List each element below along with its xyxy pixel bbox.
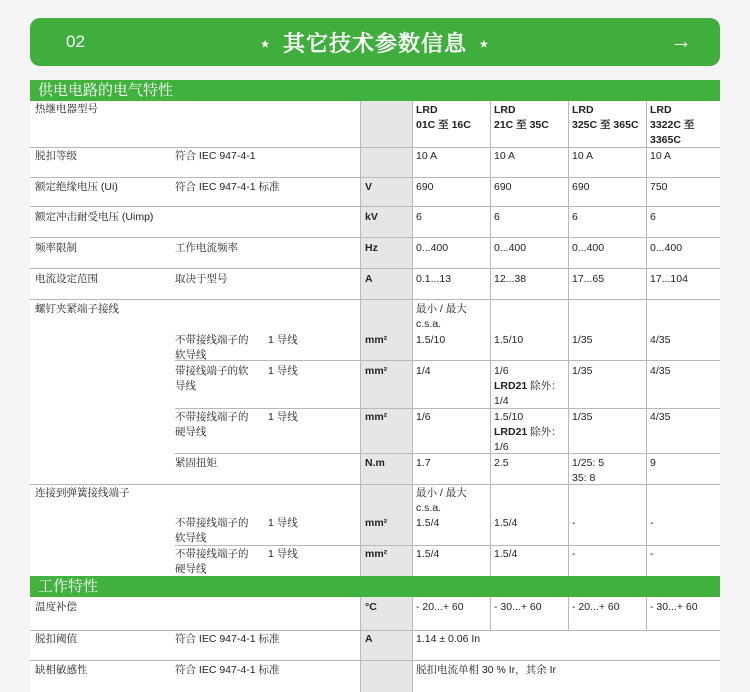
value-cell: 1.5/10: [416, 334, 446, 346]
value-cell: 6: [572, 211, 578, 223]
row-label: 频率限制: [35, 242, 77, 254]
unit-cell: mm²: [365, 365, 388, 377]
value-cell: 0...400: [416, 242, 449, 254]
value-cell: 1/6: [416, 411, 431, 423]
value-cell: 750: [650, 181, 668, 193]
value-cell: - 30...+ 60: [650, 601, 698, 613]
value-cell: 6: [494, 211, 500, 223]
row-divider: [30, 177, 720, 178]
csa-label: 最小 / 最大 c.s.a.: [416, 303, 467, 330]
value-cell: 1/35: [572, 334, 593, 346]
value-cell: 1.7: [416, 457, 431, 469]
value-cell: 1.5/4: [416, 517, 440, 529]
unit-cell: mm²: [365, 548, 388, 560]
value-cell: 2.5: [494, 457, 509, 469]
row-divider: [175, 453, 720, 454]
conductor-count: 1 导线: [268, 365, 298, 377]
divider: [646, 101, 647, 576]
unit-cell: °C: [365, 601, 377, 613]
value-cell: 1/4: [416, 365, 431, 377]
value-cell: 0.1...13: [416, 273, 452, 285]
row-divider: [30, 147, 720, 148]
row-condition: 取决于型号: [175, 273, 228, 285]
row-condition: 工作电流频率: [175, 242, 238, 254]
value-cell: 10 A: [416, 150, 438, 162]
star-icon: ⋆: [258, 31, 273, 56]
unit-cell: mm²: [365, 411, 388, 423]
sub-label: 带接线端子的软 导线: [175, 365, 249, 392]
value-cell: -: [650, 548, 654, 560]
row-label: 螺钉夹紧端子接线: [35, 303, 119, 315]
value-cell: 1/35: [572, 411, 593, 423]
star-icon: ⋆: [477, 31, 492, 56]
value-cell: - 20...+ 60: [416, 601, 464, 613]
divider: [490, 101, 491, 576]
section-number: 02: [66, 32, 85, 51]
conductor-count: 1 导线: [268, 548, 298, 560]
conductor-count: 1 导线: [268, 334, 298, 346]
value-cell: 17...65: [572, 273, 605, 285]
unit-cell: V: [365, 181, 373, 193]
row-label: 脱扣阈值: [35, 633, 77, 645]
model-header: LRD 325C 至 365C: [572, 104, 639, 131]
unit-cell: Hz: [365, 242, 378, 254]
value-cell: - 30...+ 60: [494, 601, 542, 613]
row-label: 温度补偿: [35, 601, 77, 613]
value-cell: 4/35: [650, 334, 671, 346]
value-cell: 10 A: [650, 150, 672, 162]
row-label: 额定绝缘电压 (Ui): [35, 181, 118, 193]
row-divider: [30, 206, 720, 207]
divider: [568, 597, 569, 630]
value-cell: 1.5/10 LRD21 除外： 1/6: [494, 411, 562, 453]
divider: [568, 101, 569, 576]
value-cell: 10 A: [572, 150, 594, 162]
arrow-right-icon[interactable]: →: [670, 28, 692, 53]
value-cell: 17...104: [650, 273, 688, 285]
row-label: 缺相敏感性: [35, 664, 88, 676]
row-label: 额定冲击耐受电压 (Uimp): [35, 211, 154, 223]
value-cell: -: [650, 517, 654, 529]
sub-label: 不带接线端子的 硬导线: [175, 411, 249, 438]
divider: [646, 597, 647, 630]
row-divider: [30, 484, 720, 485]
section-title: [30, 27, 720, 58]
divider: [412, 101, 413, 576]
value-cell: 1/25: 5 35: 8: [572, 457, 605, 484]
conductor-count: 1 导线: [268, 411, 298, 423]
csa-label: 最小 / 最大 c.s.a.: [416, 487, 467, 514]
row-divider: [30, 630, 720, 631]
value-cell: 1.5/10: [494, 334, 524, 346]
value-cell: 0...400: [572, 242, 605, 254]
divider: [412, 597, 413, 692]
value-cell: 12...38: [494, 273, 527, 285]
unit-cell: N.m: [365, 457, 385, 469]
divider: [490, 597, 491, 630]
row-label: 电流设定范围: [35, 273, 98, 285]
value-cell: -: [572, 548, 576, 560]
value-cell: 1.5/4: [494, 548, 518, 560]
conductor-count: 1 导线: [268, 517, 298, 529]
row-divider: [175, 545, 720, 546]
row-divider: [175, 360, 720, 361]
value-cell: 1.14 ± 0.06 In: [416, 633, 481, 645]
unit-cell: mm²: [365, 334, 388, 346]
value-cell: 4/35: [650, 365, 671, 377]
row-label: 连接到弹簧接线端子: [35, 487, 130, 499]
row-divider: [30, 268, 720, 269]
row-divider: [30, 237, 720, 238]
value-cell: -: [572, 517, 576, 529]
spec-table: [30, 80, 720, 692]
model-header: LRD 01C 至 16C: [416, 104, 471, 131]
divider: [360, 101, 361, 576]
section-title-text: 其它技术参数信息: [282, 31, 467, 56]
divider: [360, 597, 361, 692]
unit-cell: kV: [365, 211, 378, 223]
value-cell: 4/35: [650, 411, 671, 423]
section-electrical: 供电电路的电气特性: [30, 80, 720, 101]
value-cell: 0...400: [650, 242, 683, 254]
value-cell: 1/6 LRD21 除外： 1/4: [494, 365, 562, 407]
value-cell: 9: [650, 457, 656, 469]
value-cell: 1/35: [572, 365, 593, 377]
sub-label: 不带接线端子的 软导线: [175, 517, 249, 544]
value-cell: 0...400: [494, 242, 527, 254]
value-cell: 1.5/4: [494, 517, 518, 529]
row-divider: [30, 660, 720, 661]
model-header: LRD 21C 至 35C: [494, 104, 549, 131]
value-cell: 690: [494, 181, 512, 193]
value-cell: 脱扣电流单相 30 % Ir，其余 Ir: [416, 664, 557, 676]
unit-cell: A: [365, 633, 373, 645]
value-cell: - 20...+ 60: [572, 601, 620, 613]
value-cell: 10 A: [494, 150, 516, 162]
row-label: 脱扣等级: [35, 150, 77, 162]
value-cell: 1.5/4: [416, 548, 440, 560]
sub-label: 不带接线端子的 软导线: [175, 334, 249, 361]
row-condition: 符合 IEC 947-4-1 标准: [175, 664, 280, 676]
row-condition: 符合 IEC 947-4-1 标准: [175, 633, 280, 645]
unit-cell: A: [365, 273, 373, 285]
unit-cell: mm²: [365, 517, 388, 529]
model-header: LRD 3322C 至 3365C: [650, 104, 695, 146]
sub-label: 紧固扭矩: [175, 457, 217, 469]
value-cell: 690: [572, 181, 590, 193]
row-condition: 符合 IEC 947-4-1: [175, 150, 256, 162]
row-divider: [30, 299, 720, 300]
header-label: 热继电器型号: [35, 103, 98, 115]
section-banner[interactable]: [30, 18, 720, 66]
row-condition: 符合 IEC 947-4-1 标准: [175, 181, 280, 193]
value-cell: 690: [416, 181, 434, 193]
row-divider: [175, 408, 720, 409]
sub-label: 不带接线端子的 硬导线: [175, 548, 249, 575]
value-cell: 6: [416, 211, 422, 223]
value-cell: 6: [650, 211, 656, 223]
section-operating: 工作特性: [30, 576, 720, 597]
